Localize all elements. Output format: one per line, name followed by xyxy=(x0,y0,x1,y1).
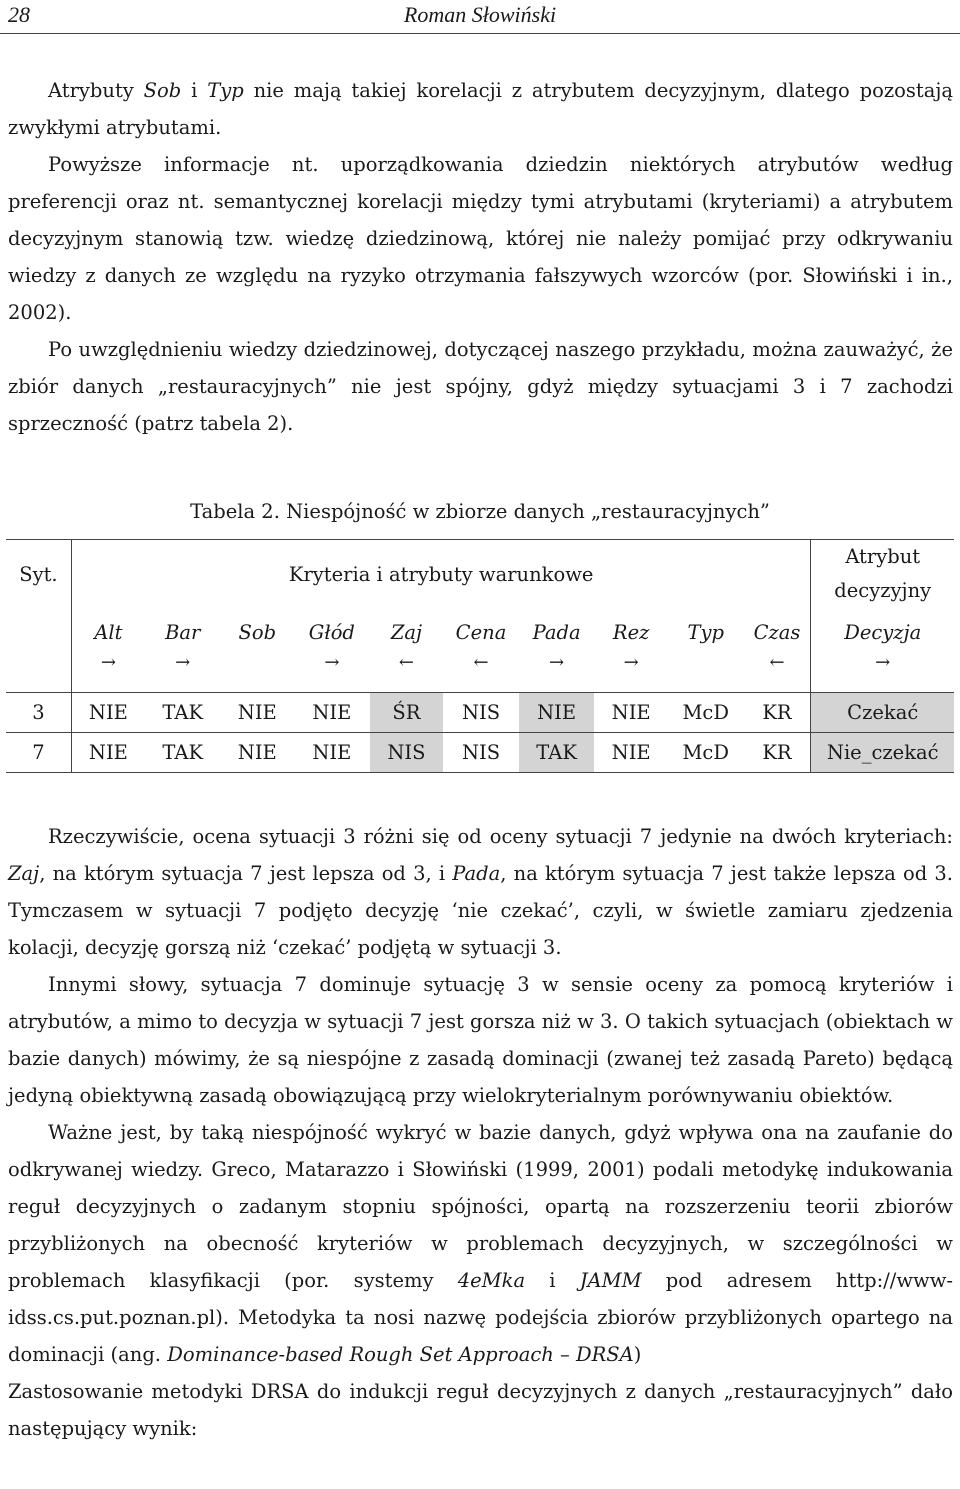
preference-arrow: ← xyxy=(398,652,414,673)
column-header: Czas xyxy=(753,620,801,644)
paragraph: Innymi słowy, sytuacja 7 dominuje sytuację 3 w sensie oceny za pomocą kryteriów i atrybutów, a mimo to decyzja w sytuacji 7 jest gorsza niż w 3. O takich sytuacjach (obiektach w bazie danych) mówimy, że są niespójne z zasadą dominacji (zwanej też zasadą Pareto) będącą jedyną obiektywną zasadą obowiązującą przy wielokryterialnym porównywaniu obiektów. xyxy=(8,973,953,1107)
column-header: Pada xyxy=(532,620,581,644)
page-number: 28 xyxy=(8,2,30,27)
table-cell: NIS xyxy=(443,733,519,773)
table-cell: McD xyxy=(668,733,744,773)
table-cell: NIE xyxy=(294,733,370,773)
table-cell: NIE xyxy=(71,733,145,773)
syt-spacer xyxy=(6,608,71,648)
preference-arrow: ← xyxy=(473,652,489,673)
preference-arrow xyxy=(221,648,295,693)
column-header: Głód xyxy=(308,620,355,644)
preference-arrow: → xyxy=(811,648,954,693)
column-header: Zaj xyxy=(390,620,423,644)
preference-arrow: → xyxy=(175,652,191,673)
column-header: Alt xyxy=(94,620,123,644)
paragraph: Atrybuty Sob i Typ nie mają takiej korelacji z atrybutem decyzyjnym, dlatego pozostają zwykłymi atrybutami. xyxy=(8,79,953,139)
table-cell: NIE xyxy=(594,733,668,773)
column-header: Sob xyxy=(238,620,277,644)
table-cell: NIE xyxy=(294,693,370,733)
column-header: Typ xyxy=(687,620,724,644)
paragraph: Powyższe informacje nt. uporządkowania dziedzin niektórych atrybutów według preferencji oraz nt. semantycznej korelacji między tymi atrybutami (kryteriami) a atrybutem decyzyjnym stanowią tzw. wiedzę dziedzinową, której nie należy pomijać przy odkrywaniu wiedzy z danych ze względu na ryzyko otrzymania fałszywych wzorców (por. Słowiński i in., 2002). xyxy=(8,153,953,324)
table-cell: TAK xyxy=(519,733,595,773)
table-cell: TAK xyxy=(145,693,221,733)
table-cell: McD xyxy=(668,693,744,733)
table-cell: NIE xyxy=(221,733,295,773)
text-block-bottom xyxy=(8,818,953,1447)
inconsistency-table xyxy=(6,539,954,773)
table-cell: ŚR xyxy=(370,693,444,733)
preference-arrow xyxy=(668,648,744,693)
paragraph: Rzeczywiście, ocena sytuacji 3 różni się od oceny sytuacji 7 jedynie na dwóch kryteriach: Zaj, na którym sytuacja 7 jest lepsza od 3, i Pada, na którym sytuacja 7 jest także lepsza od 3. Tymczasem w sytuacji 7 podjęto decyzję ‘nie czekać’, czyli, w świetle zamiaru zjedzenia kolacji, decyzję gorszą niż ‘czekać’ podjętą w sytuacji 3. xyxy=(8,825,953,959)
decision-cell: Czekać xyxy=(811,693,954,733)
running-author: Roman Słowiński xyxy=(403,2,557,27)
table-cell: NIE xyxy=(519,693,595,733)
table-cell: TAK xyxy=(145,733,221,773)
table-cell: NIE xyxy=(71,693,145,733)
criteria-header: Kryteria i atrybuty warunkowe xyxy=(71,540,811,609)
syt-cell: 7 xyxy=(6,733,71,773)
table-cell: NIE xyxy=(221,693,295,733)
preference-arrow: → xyxy=(623,652,639,673)
column-header: Rez xyxy=(612,620,650,644)
preference-arrow: → xyxy=(549,652,565,673)
table-cell: KR xyxy=(744,693,811,733)
text-block-top xyxy=(8,72,953,442)
preference-arrow: → xyxy=(324,652,340,673)
column-header: Bar xyxy=(165,620,201,644)
table-caption: Tabela 2. Niespójność w zbiorze danych „restauracyjnych” xyxy=(190,500,770,523)
running-header xyxy=(0,0,960,34)
paragraph: Ważne jest, by taką niespójność wykryć w bazie danych, gdyż wpływa ona na zaufanie do odkrywanej wiedzy. Greco, Matarazzo i Słowiński (1999, 2001) podali metodykę indukowania reguł decyzyjnych o zadanym stopniu spójności, opartą na rozszerzeniu teorii zbiorów przybliżonych na obecność kryteriów w problemach decyzyjnych, w szczególności w problemach klasyfikacji (por. systemy 4eMka i JAMM pod adresem http://www-idss.cs.put.poznan.pl). Metodyka ta nosi nazwę podejścia zbiorów przybliżonych opartego na dominacji (ang. Dominance-based Rough Set Approach – DRSA) xyxy=(8,1121,953,1366)
syt-header: Syt. xyxy=(6,540,71,609)
column-header: Decyzja xyxy=(811,608,954,648)
paragraph: Po uwzględnieniu wiedzy dziedzinowej, dotyczącej naszego przykładu, można zauważyć, że zbiór danych „restauracyjnych” nie jest spójny, gdyż między sytuacjami 3 i 7 zachodzi sprzeczność (patrz tabela 2). xyxy=(8,338,953,435)
preference-arrow: ← xyxy=(769,652,785,673)
paragraph: Zastosowanie metodyki DRSA do indukcji reguł decyzyjnych z danych „restauracyjnych” dało następujący wynik: xyxy=(8,1380,953,1440)
syt-spacer xyxy=(6,648,71,693)
preference-arrow: → xyxy=(100,652,116,673)
table-cell: NIE xyxy=(594,693,668,733)
table-cell: NIS xyxy=(370,733,444,773)
column-header: Cena xyxy=(455,620,507,644)
decision-header: Atrybut decyzyjny xyxy=(811,540,954,609)
decision-cell: Nie_czekać xyxy=(811,733,954,773)
table-cell: NIS xyxy=(443,693,519,733)
syt-cell: 3 xyxy=(6,693,71,733)
table-cell: KR xyxy=(744,733,811,773)
